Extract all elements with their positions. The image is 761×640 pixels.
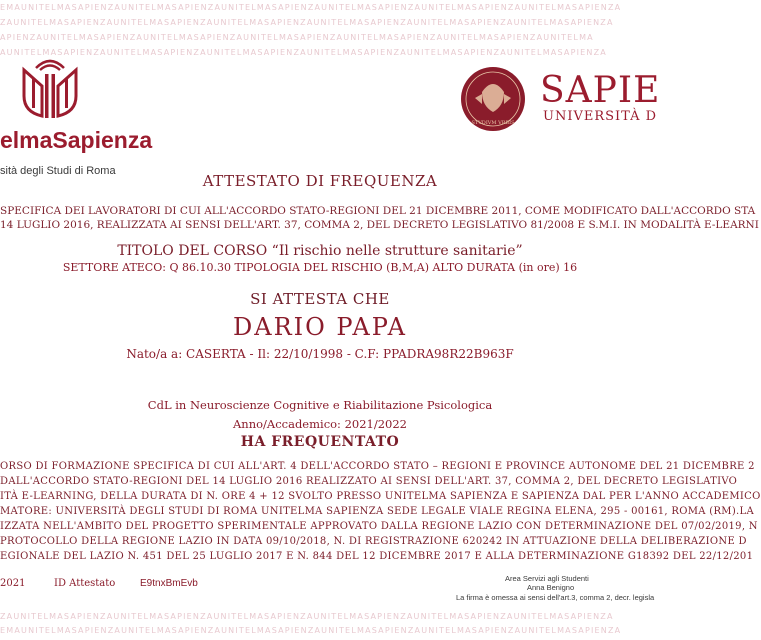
- academic-year: Anno/Accademico: 2021/2022: [232, 417, 407, 431]
- office-name: Area Servizi agli Studenti: [505, 574, 589, 583]
- watermark-footer-line: ZAUNITELMASAPIENZAUNITELMASAPIENZAUNITELMASAPIENZAUNITELMASAPIENZAUNITELMASAPIENZAUNITELMASAPIENZA: [0, 612, 614, 621]
- body-line-7: EGIONALE DEL LAZIO N. 451 DEL 25 LUGLIO 2017 E N. 844 DEL 12 DICEMBRE 2017 E ALLA DETERMINAZIONE G18392 DEL 22/12/201: [0, 551, 754, 562]
- right-brand-name: SAPIE: [540, 70, 661, 111]
- signer-name: Anna Benigno: [527, 583, 575, 592]
- course-title: TITOLO DEL CORSO “Il rischio nelle strutture sanitarie”: [117, 243, 523, 259]
- certificate-title: ATTESTATO DI FREQUENZA: [202, 172, 438, 190]
- body-line-2: DALL'ACCORDO STATO-REGIONI DEL 14 LUGLIO 2016 REALIZZATO AI SENSI DELL'ART. 37, COMMA 2, DEL DECRETO LEGISLATIVO: [0, 476, 738, 487]
- watermark-line-1: EMAUNITELMASAPIENZAUNITELMASAPIENZAUNITELMASAPIENZAUNITELMASAPIENZAUNITELMASAPIENZAUNITELMASAPIENZA: [0, 3, 622, 12]
- intro-line-1: SPECIFICA DEI LAVORATORI DI CUI ALL'ACCORDO STATO-REGIONI DEL 21 DICEMBRE 2011, COME MODIFICATO DALL'ACCORDO STA: [0, 205, 756, 217]
- body-line-1: ORSO DI FORMAZIONE SPECIFICA DI CUI ALL'ART. 4 DELL'ACCORDO STATO – REGIONI E PROVINCE AUTONOME DEL 21 DICEMBRE 2: [0, 461, 755, 472]
- body-line-6: PROTOCOLLO DELLA REGIONE LAZIO IN DATA 09/10/2018, N. DI REGISTRAZIONE 620242 IN ATTUAZIONE DELLA DELIBERAZIONE D: [0, 536, 747, 547]
- sapienza-seal-icon: [460, 66, 526, 136]
- body-line-4: MATORE: UNIVERSITÀ DEGLI STUDI DI ROMA UNITELMA SAPIENZA SEDE LEGALE VIALE REGINA ELENA, 295 - 00161, ROMA (RM).LA: [0, 506, 754, 517]
- degree-course: CdL in Neuroscienze Cognitive e Riabilitazione Psicologica: [147, 398, 493, 412]
- seal-motto: STVDIVM VRBIS: [471, 120, 515, 126]
- body-line-5: IZZATA NELL'AMBITO DEL PROGETTO SPERIMENTALE APPROVATO DALLA REGIONE LAZIO CON DETERMINAZIONE DEL 07/02/2019, N: [0, 521, 758, 532]
- frequentato-heading: HA FREQUENTATO: [240, 434, 400, 450]
- body-line-3: ITÀ E-LEARNING, DELLA DURATA DI N. ORE 4 + 12 SVOLTO PRESSO UNITELMA SAPIENZA E SAPIENZA DAL PER L'ANNO ACCADEMICO: [0, 491, 761, 502]
- left-brand-subtitle: sità degli Studi di Roma: [0, 165, 116, 177]
- attesta-heading: SI ATTESTA CHE: [250, 290, 390, 308]
- watermark-line-2: ZAUNITELMASAPIENZAUNITELMASAPIENZAUNITELMASAPIENZAUNITELMASAPIENZAUNITELMASAPIENZAUNITELMASAPIENZA: [0, 18, 614, 27]
- watermark-line-3: APIENZAUNITELMASAPIENZAUNITELMASAPIENZAUNITELMASAPIENZAUNITELMASAPIENZAUNITELMASAPIENZAUNITELMA: [0, 33, 594, 42]
- left-brand-name: elmaSapienza: [0, 127, 153, 153]
- ateco-line: SETTORE ATECO: Q 86.10.30 TIPOLOGIA DEL RISCHIO (B,M,A) ALTO DURATA (in ore) 16: [62, 261, 578, 274]
- birth-info: Nato/a a: CASERTA - Il: 22/10/1998 - C.F: PPADRA98R22B963F: [126, 347, 514, 361]
- id-attestato-label: ID Attestato: [54, 578, 116, 589]
- watermark-footer-line-2: EMAUNITELMASAPIENZAUNITELMASAPIENZAUNITELMASAPIENZAUNITELMASAPIENZAUNITELMASAPIENZAUNITELMASAPIENZA: [0, 626, 622, 635]
- id-attestato-value: E9tnxBmEvb: [140, 578, 198, 589]
- recipient-name: DARIO PAPA: [233, 313, 407, 341]
- right-brand-subtitle: UNIVERSITÀ D: [543, 109, 658, 124]
- unitelma-logo-icon: [18, 56, 82, 126]
- footer-year: 2021: [0, 578, 26, 589]
- watermark-line-4: AUNITELMASAPIENZAUNITELMASAPIENZAUNITELMASAPIENZAUNITELMASAPIENZAUNITELMASAPIENZAUNITELMASAPIENZA: [0, 48, 607, 57]
- signature-note: La firma è omessa ai sensi dell'art.3, comma 2, decr. legisla: [456, 593, 655, 602]
- intro-line-2: 14 LUGLIO 2016, REALIZZATA AI SENSI DELL'ART. 37, COMMA 2, DEL DECRETO LEGISLATIVO 81/2008 E S.M.I. IN MODALITÀ E-LEARNI: [0, 219, 759, 231]
